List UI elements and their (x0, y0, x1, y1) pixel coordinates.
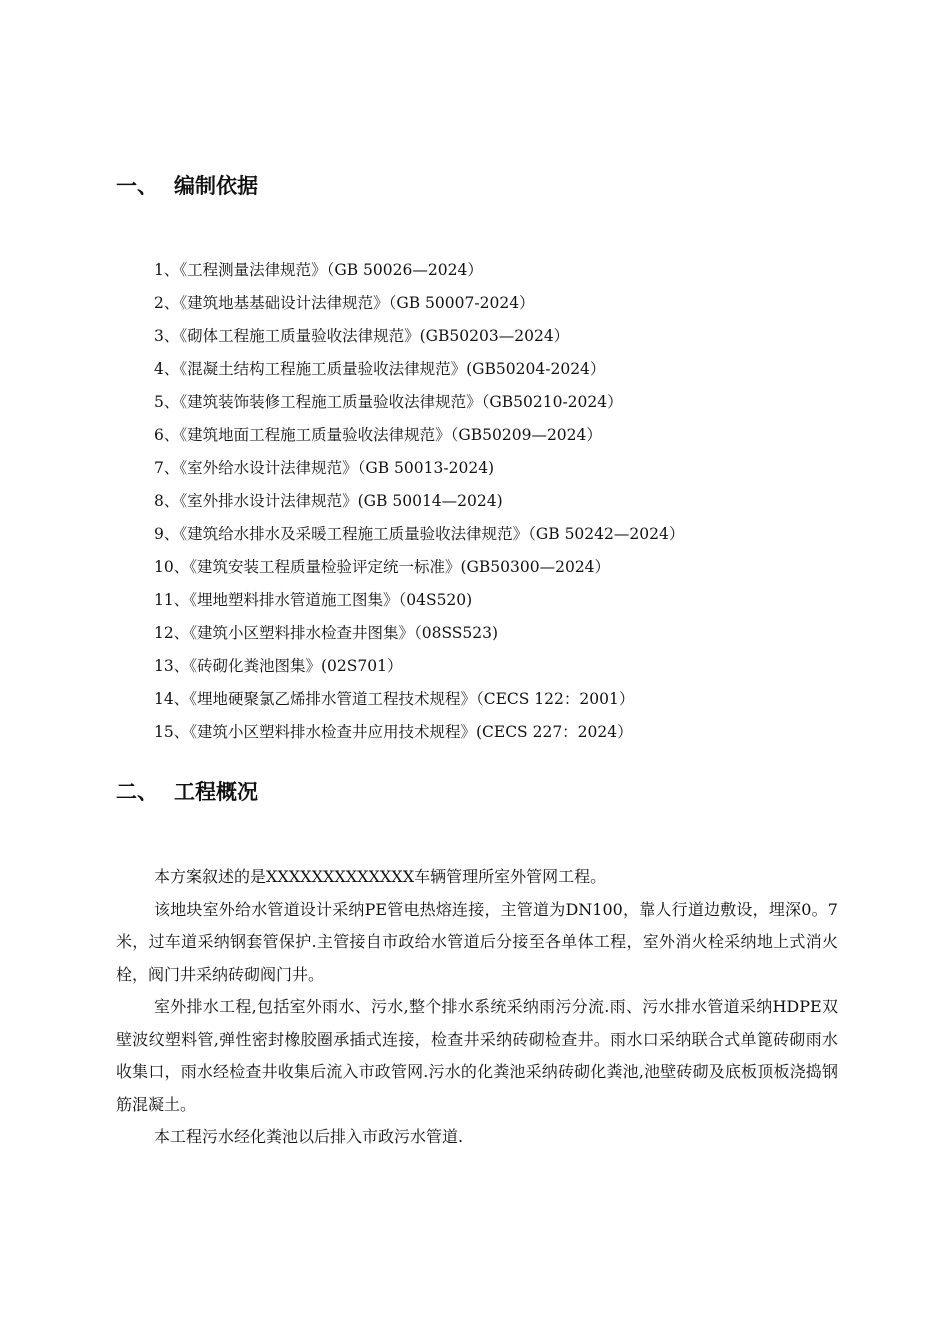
paragraph: 室外排水工程,包括室外雨水、污水,整个排水系统采纳雨污分流.雨、污水排水管道采纳HDPE双壁波纹塑料管,弹性密封橡胶圈承插式连接，检查井采纳砖砌检查井。雨水口采纳联合式单篦砖砌雨水收集口，雨水经检查井收集后流入市政管网.污水的化粪池采纳砖砌化粪池,池壁砖砌及底板顶板浇捣钢筋混凝土。 (116, 997, 838, 1114)
paragraph: 本方案叙述的是XXXXXXXXXXXXX车辆管理所室外管网工程。 (154, 867, 607, 886)
list-item: 5、《建筑装饰装修工程施工质量验收法律规范》（GB50210-2024） (154, 393, 623, 411)
list-item: 6、《建筑地面工程施工质量验收法律规范》（GB50209—2024） (154, 426, 602, 444)
section-number: 二、 (116, 780, 158, 804)
list-item: 4、《混凝土结构工程施工质量验收法律规范》(GB50204-2024） (154, 360, 606, 378)
reference-list (154, 258, 684, 753)
list-item: 13、《砖砌化粪池图集》(02S701） (154, 657, 403, 675)
paragraph: 该地块室外给水管道设计采纳PE管电热熔连接，主管道为DN100，靠人行道边敷设，埋深0。7米，过车道采纳钢套管保护.主管接自市政给水管道后分接至各单体工程，室外消火栓采纳地上式消火栓，阀门井采纳砖砌阀门井。 (116, 899, 838, 984)
paragraph: 本工程污水经化粪池以后排入市政污水管道. (154, 1127, 464, 1146)
list-item: 3、《砌体工程施工质量验收法律规范》(GB50203—2024） (154, 327, 570, 345)
list-item: 10、《建筑安装工程质量检验评定统一标准》(GB50300—2024） (154, 558, 611, 576)
list-item: 14、《埋地硬聚氯乙烯排水管道工程技术规程》（CECS 122：2001） (154, 690, 635, 708)
list-item: 7、《室外给水设计法律规范》（GB 50013-2024) (154, 459, 495, 477)
list-item: 9、《建筑给水排水及采暖工程施工质量验收法律规范》（GB 50242—2024） (154, 525, 685, 543)
section-heading-overview (116, 779, 258, 805)
list-item: 2、《建筑地基基础设计法律规范》（GB 50007-2024） (154, 294, 535, 312)
list-item: 12、《建筑小区塑料排水检查井图集》（08SS523) (154, 624, 499, 642)
list-item: 8、《室外排水设计法律规范》(GB 50014—2024) (154, 492, 503, 510)
list-item: 11、《埋地塑料排水管道施工图集》（04S520) (154, 591, 473, 609)
section-title: 工程概况 (174, 780, 258, 804)
list-item: 15、《建筑小区塑料排水检查井应用技术规程》(CECS 227：2024） (154, 723, 633, 741)
overview-body (116, 861, 838, 1154)
list-item: 1、《工程测量法律规范》（GB 50026—2024） (154, 261, 483, 279)
section-heading-basis (116, 173, 258, 199)
section-number: 一、 (116, 174, 158, 198)
section-title: 编制依据 (174, 174, 258, 198)
